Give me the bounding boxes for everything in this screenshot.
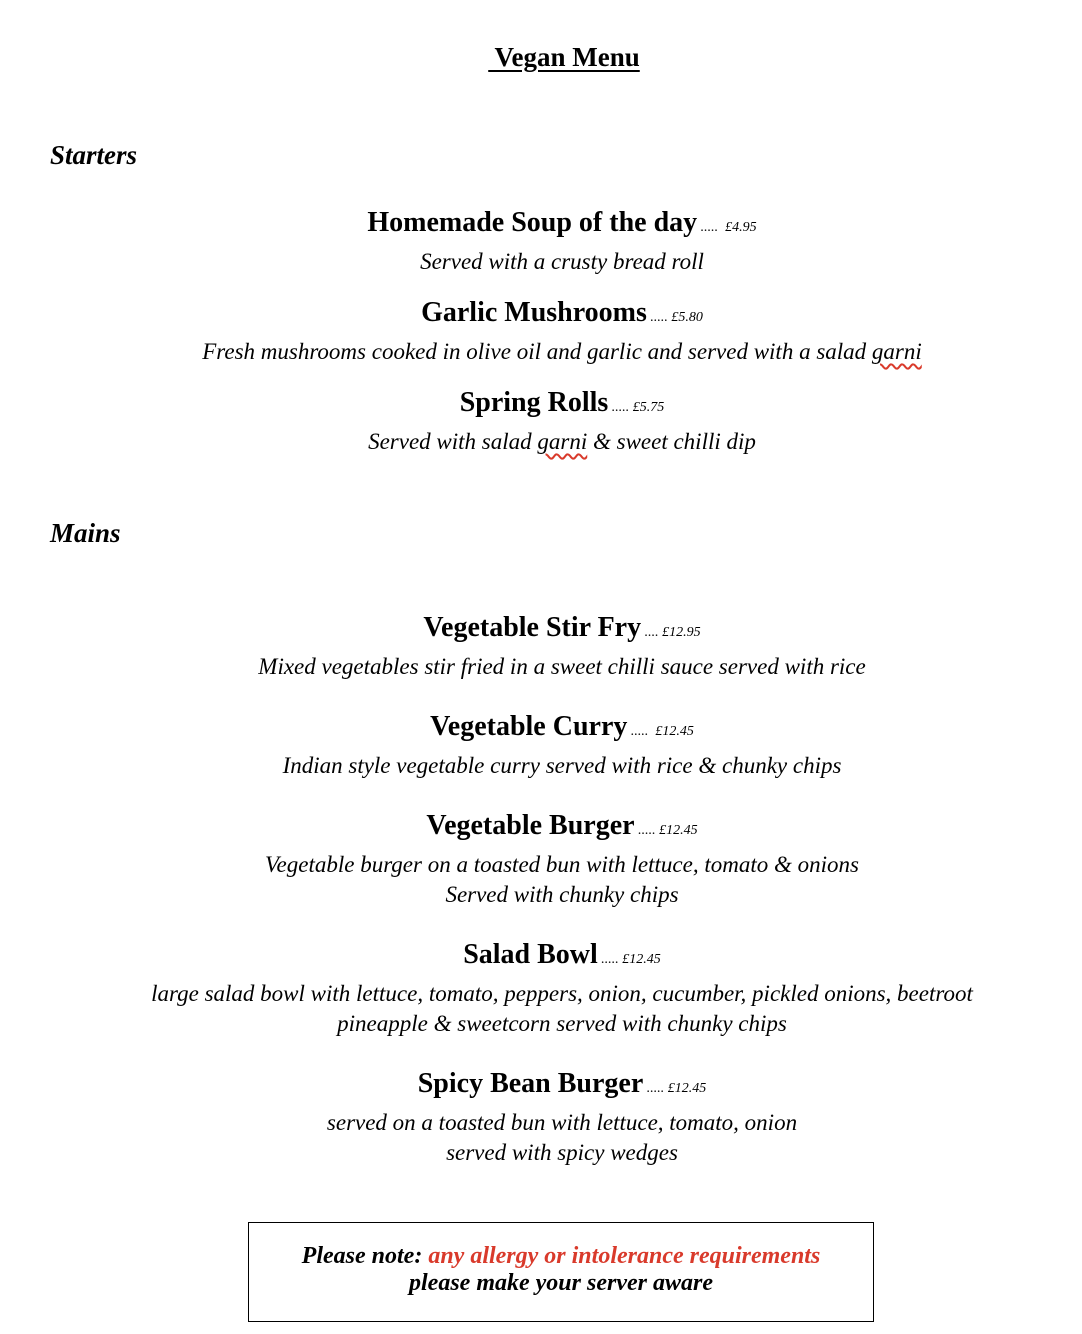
spellcheck-flagged-word[interactable]: garni (537, 429, 588, 454)
item-description: pineapple & sweetcorn served with chunky chips (337, 1011, 787, 1036)
menu-item-homemade-soup (0, 208, 1082, 277)
item-name: Vegetable Curry (430, 711, 628, 742)
menu-item-spring-rolls (0, 388, 1082, 457)
item-name: Spicy Bean Burger (417, 1068, 644, 1099)
description-text: Served with salad (368, 429, 538, 454)
item-description: served on a toasted bun with lettuce, tomato, onion (326, 1110, 798, 1135)
item-description: Served with chunky chips (445, 882, 679, 907)
item-price: ..... £12.45 (627, 724, 694, 739)
item-description (0, 427, 1082, 457)
description-text: Fresh mushrooms cooked in olive oil and garlic and served with a salad (202, 339, 872, 364)
allergy-notice-line-2: please make your server aware (409, 1270, 713, 1296)
notice-label: Please note: (301, 1243, 429, 1269)
item-name: Homemade Soup of the day (367, 207, 698, 238)
menu-item-vegetable-stir-fry (0, 613, 1082, 682)
menu-item-garlic-mushrooms (0, 298, 1082, 367)
menu-item-salad-bowl (0, 940, 1082, 1039)
item-name: Garlic Mushrooms (421, 297, 647, 328)
item-name: Spring Rolls (459, 387, 609, 418)
page-title: Vegan Menu (488, 42, 640, 72)
item-price: ..... £5.80 (646, 310, 703, 325)
item-name: Vegetable Burger (426, 810, 635, 841)
menu-item-vegetable-curry (0, 712, 1082, 781)
menu-item-vegetable-burger (0, 811, 1082, 910)
section-heading-starters: Starters (50, 140, 138, 170)
item-description (0, 337, 1082, 367)
description-text: & sweet chilli dip (587, 429, 756, 454)
item-description: Served with a crusty bread roll (420, 249, 704, 274)
item-price: ..... £12.45 (634, 823, 698, 838)
item-description: Indian style vegetable curry served with rice & chunky chips (282, 753, 842, 778)
allergy-notice-line-1 (249, 1243, 873, 1270)
item-price: ..... £4.95 (697, 220, 757, 235)
item-name: Salad Bowl (463, 939, 598, 970)
item-description: large salad bowl with lettuce, tomato, peppers, onion, cucumber, pickled onions, beetroot (151, 981, 973, 1006)
item-description: served with spicy wedges (446, 1140, 678, 1165)
item-name: Vegetable Stir Fry (423, 612, 642, 643)
item-description: Mixed vegetables stir fried in a sweet chilli sauce served with rice (258, 654, 866, 679)
section-heading-mains: Mains (50, 518, 121, 548)
item-description: Vegetable burger on a toasted bun with lettuce, tomato & onions (265, 852, 859, 877)
notice-highlight: any allergy or intolerance requirements (428, 1243, 821, 1269)
item-price: ..... £12.45 (643, 1081, 707, 1096)
item-price: ..... £5.75 (608, 400, 665, 415)
menu-item-spicy-bean-burger (0, 1069, 1082, 1168)
item-price: ..... £12.45 (597, 952, 661, 967)
allergy-notice-box (248, 1222, 874, 1322)
item-price: .... £12.95 (641, 625, 701, 640)
spellcheck-flagged-word[interactable]: garni (871, 339, 922, 364)
